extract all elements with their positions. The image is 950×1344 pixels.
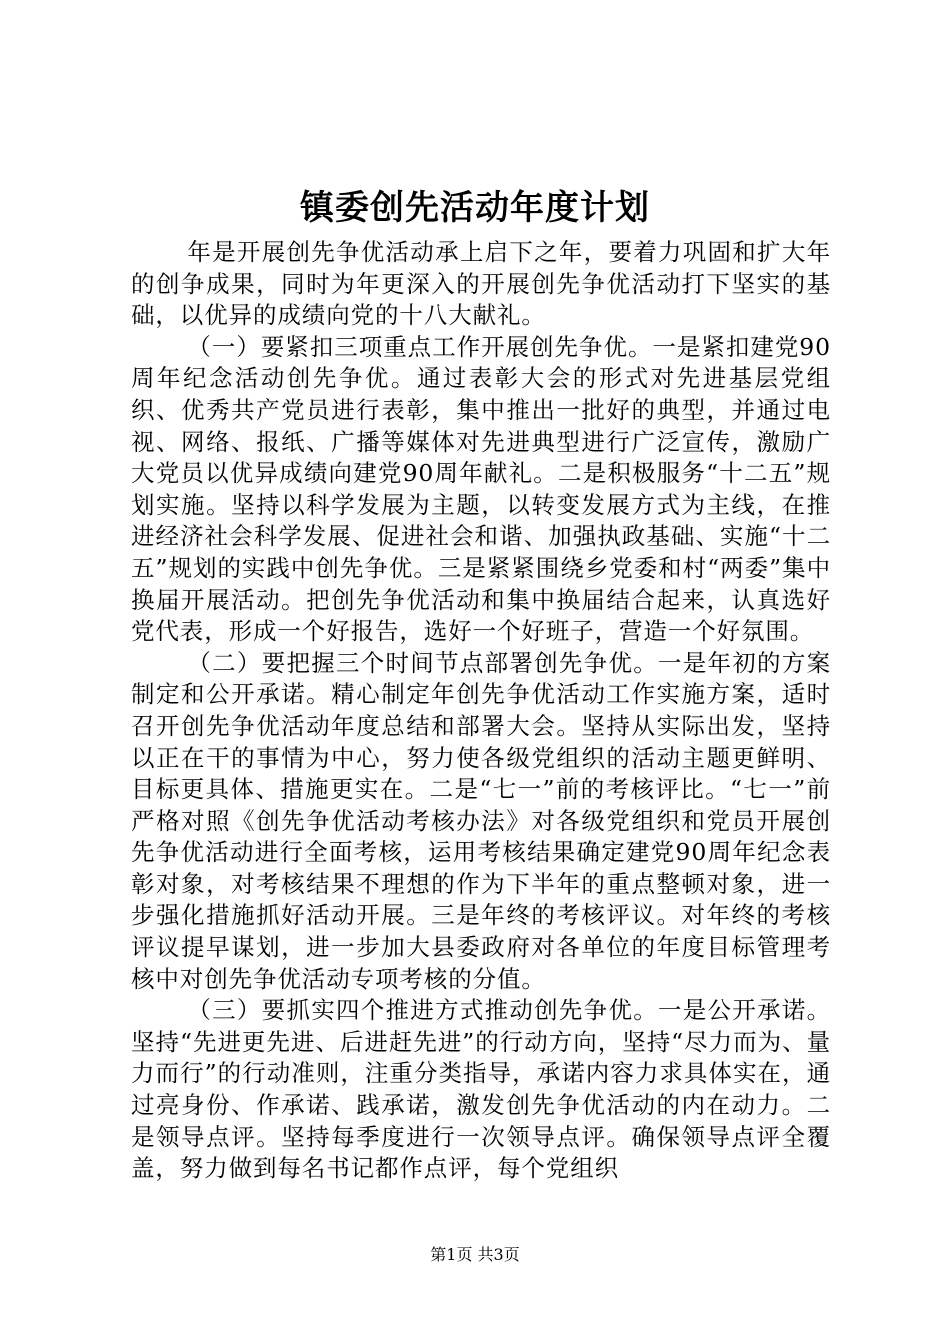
document-body (131, 237, 831, 1185)
page-number-footer: 第1页 共3页 (430, 1245, 520, 1264)
paragraph-intro: 年是开展创先争优活动承上启下之年，要着力巩固和扩大年的创争成果，同时为年更深入的开展创先争优活动打下坚实的基础，以优异的成绩向党的十八大献礼。 (131, 238, 831, 330)
paragraph-section-1: （一）要紧扣三项重点工作开展创先争优。一是紧扣建党90周年纪念活动创先争优。通过表彰大会的形式对先进基层党组织、优秀共产党员进行表彰，集中推出一批好的典型，并通过电视、网络、报纸、广播等媒体对先进典型进行广泛宣传，激励广大党员以优异成绩向建党90周年献礼。二是积极服务“十二五”规划实施。坚持以科学发展为主题，以转变发展方式为主线，在推进经济社会科学发展、促进社会和谐、加强执政基础、实施“十二五”规划的实践中创先争优。三是紧紧围绕乡党委和村“两委”集中换届开展活动。把创先争优活动和集中换届结合起来，认真选好党代表，形成一个好报告，选好一个好班子，营造一个好氛围。 (131, 332, 831, 646)
paragraph-section-2: （二）要把握三个时间节点部署创先争优。一是年初的方案制定和公开承诺。精心制定年创先争优活动工作实施方案，适时召开创先争优活动年度总结和部署大会。坚持从实际出发，坚持以正在干的事情为中心，努力使各级党组织的活动主题更鲜明、目标更具体、措施更实在。二是“七一”前的考核评比。“七一”前严格对照《创先争优活动考核办法》对各级党组织和党员开展创先争优活动进行全面考核，运用考核结果确定建党90周年纪念表彰对象，对考核结果不理想的作为下半年的重点整顿对象，进一步强化措施抓好活动开展。三是年终的考核评议。对年终的考核评议提早谋划，进一步加大县委政府对各单位的年度目标管理考核中对创先争优活动专项考核的分值。 (131, 648, 831, 993)
document-title: 镇委创先活动年度计划 (300, 188, 650, 228)
paragraph-section-3: （三）要抓实四个推进方式推动创先争优。一是公开承诺。坚持“先进更先进、后进赶先进”的行动方向，坚持“尽力而为、量力而行”的行动准则，注重分类指导，承诺内容力求具体实在，通过亮身份、作承诺、践承诺，激发创先争优活动的内在动力。二是领导点评。坚持每季度进行一次领导点评。确保领导点评全覆盖，努力做到每名书记都作点评，每个党组织 (131, 996, 831, 1183)
